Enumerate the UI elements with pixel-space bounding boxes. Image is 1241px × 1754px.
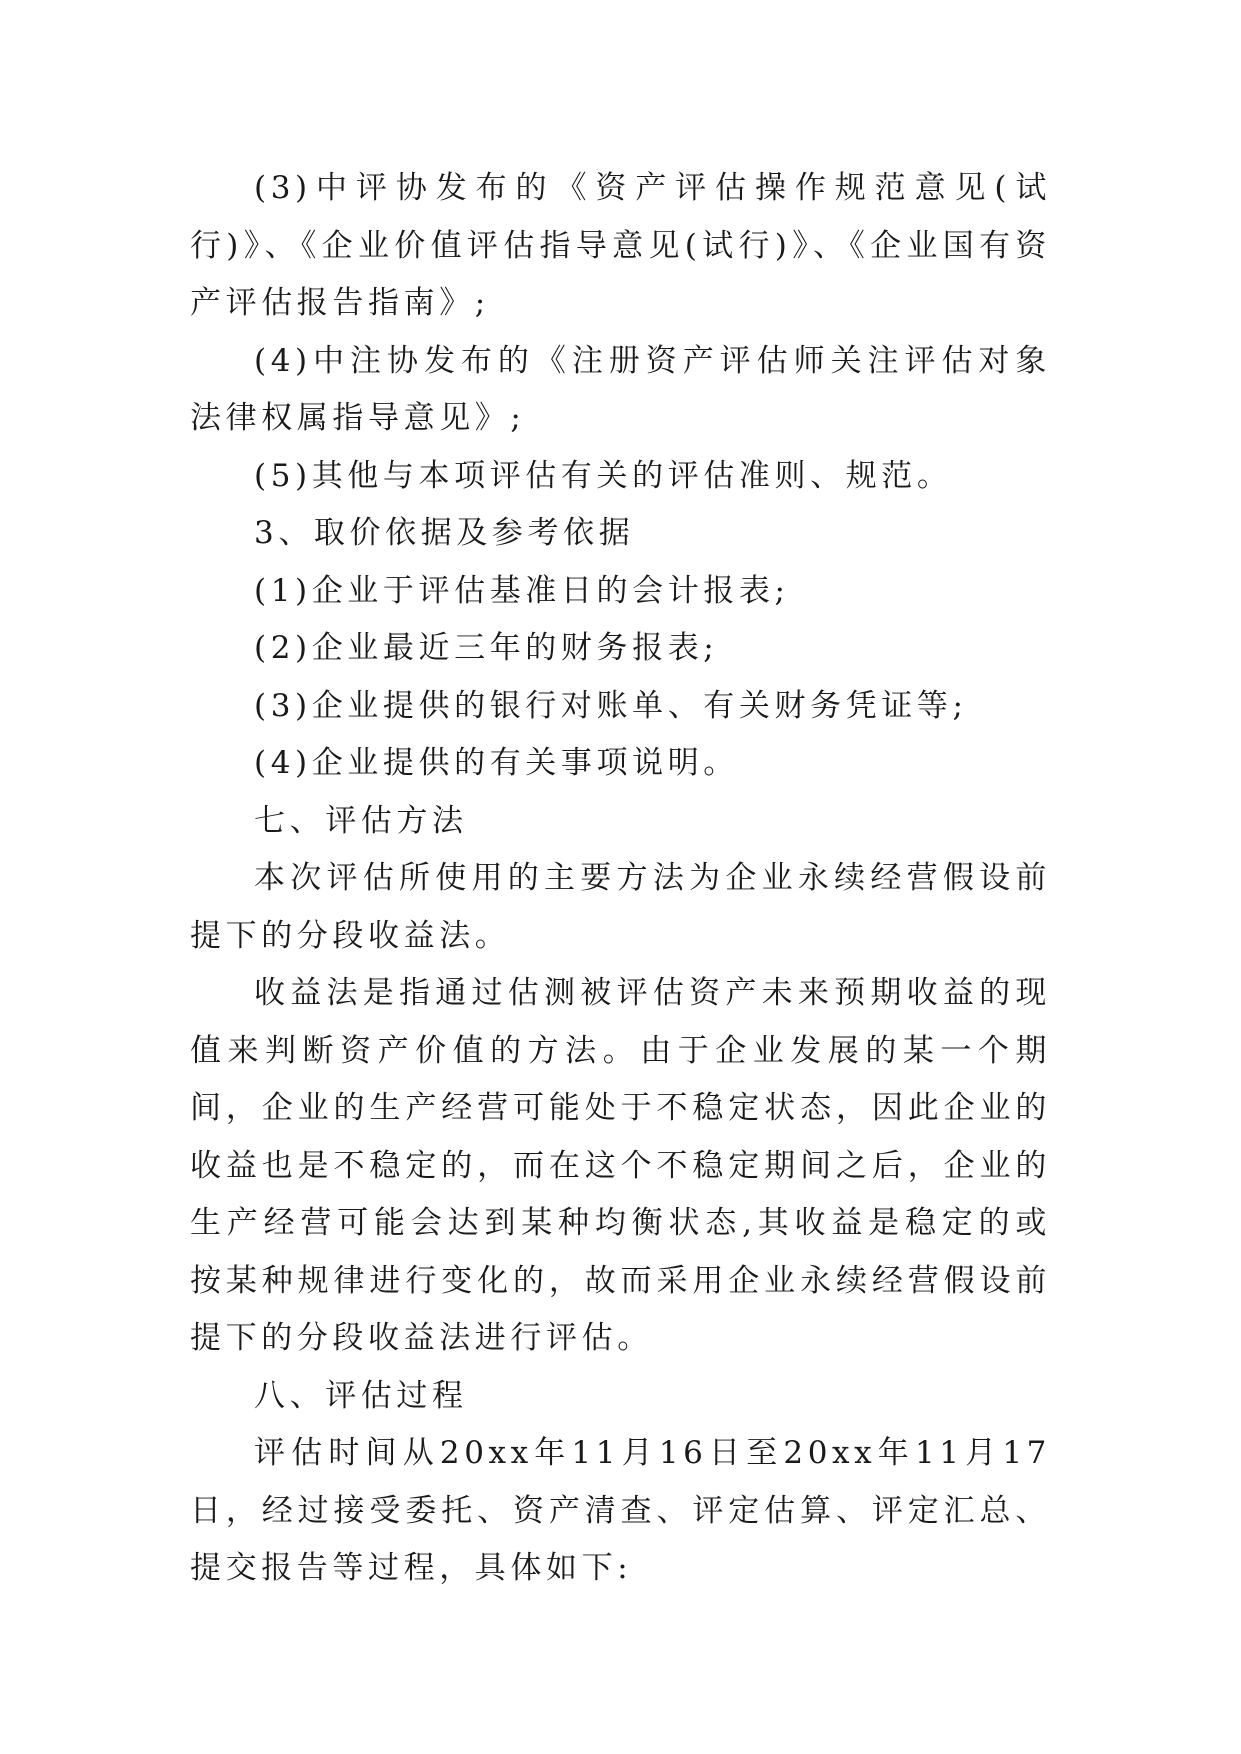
paragraph: 评估时间从20xx年11月16日至20xx年11月17日，经过接受委托、资产清查、评定估算、评定汇总、提交报告等过程，具体如下: [190,1435,1051,1586]
paragraph: (4)中注协发布的《注册资产评估师关注评估对象法律权属指导意见》; [190,342,1051,436]
section-heading: 3、取价依据及参考依据 [254,515,635,551]
paragraph: 收益法是指通过估测被评估资产未来预期收益的现值来判断资产价值的方法。由于企业发展的某一个期间，企业的生产经营可能处于不稳定状态，因此企业的收益也是不稳定的，而在这个不稳定期间之后，企业的生产经营可能会达到某种均衡状态,其收益是稳定的或按某种规律进行变化的，故而采用企业永续经营假设前提下的分段收益法进行评估。 [190,975,1051,1356]
section-heading: 七、评估方法 [254,802,468,839]
paragraph: (3)中评协发布的《资产评估操作规范意见(试行)》、《企业价值评估指导意见(试行)》、《企业国有资产评估报告指南》; [190,170,1051,321]
paragraph: 本次评估所使用的主要方法为企业永续经营假设前提下的分段收益法。 [190,860,1051,954]
paragraph: (3)企业提供的银行对账单、有关财务凭证等; [254,687,968,724]
section-heading: 八、评估过程 [254,1377,468,1414]
paragraph: (2)企业最近三年的财务报表; [254,630,719,666]
paragraph: (5)其他与本项评估有关的评估准则、规范。 [254,457,953,494]
paragraph: (1)企业于评估基准日的会计报表; [254,572,790,609]
paragraph: (4)企业提供的有关事项说明。 [254,745,739,781]
